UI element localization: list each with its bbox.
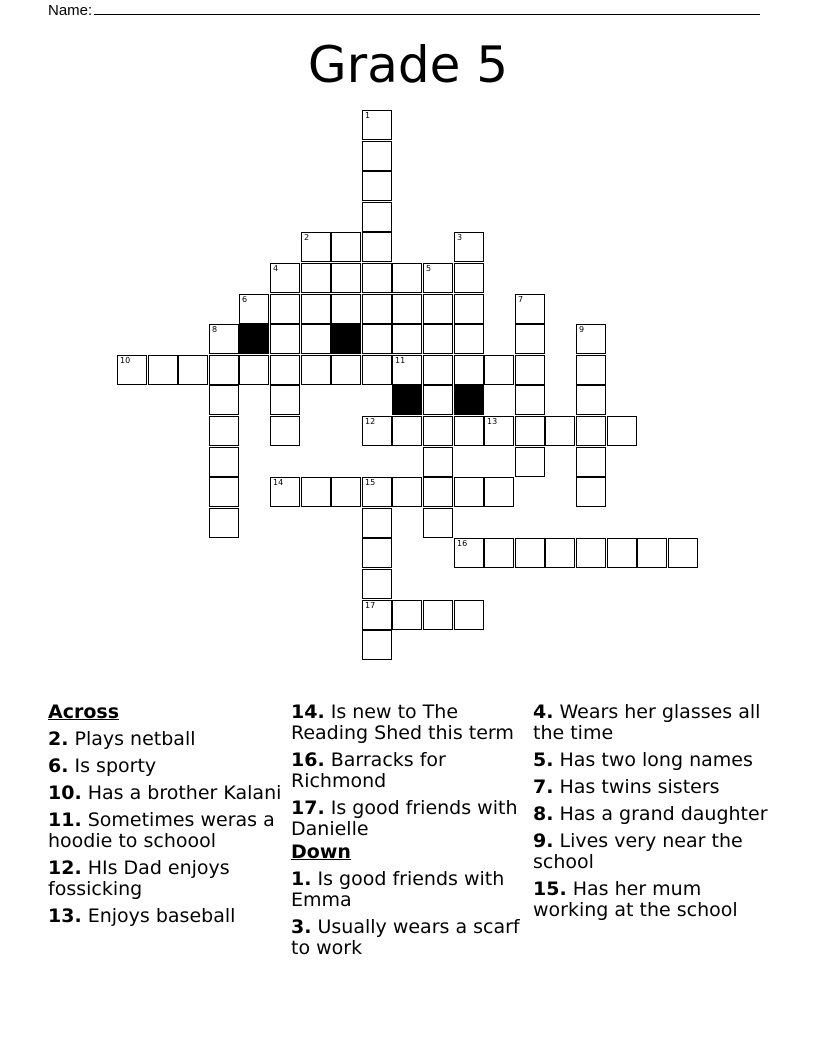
clue-item [48, 783, 293, 804]
clue-item-text: Wears her glasses all the time [533, 701, 761, 744]
grid-cell[interactable] [576, 385, 606, 415]
grid-cell[interactable] [423, 416, 453, 446]
clue-item-text: HIs Dad enjoys fossicking [48, 857, 230, 900]
grid-cell[interactable] [484, 538, 514, 568]
clue-column-1 [48, 702, 293, 927]
grid-cell[interactable] [209, 477, 239, 507]
grid-cell[interactable] [392, 416, 422, 446]
grid-cell[interactable] [331, 294, 361, 324]
black-cell [239, 324, 269, 354]
grid-cell[interactable] [515, 294, 545, 324]
clue-item [291, 750, 531, 792]
grid-cell[interactable] [484, 416, 514, 446]
clue-item-text: Has two long names [559, 749, 753, 771]
clue-number: 13 [487, 417, 498, 426]
grid-cell[interactable] [454, 416, 484, 446]
clue-item [291, 869, 531, 911]
clue-number: 7 [518, 295, 524, 304]
grid-cell[interactable] [454, 600, 484, 630]
clue-item-number: 9. [533, 830, 554, 852]
name-label: Name: [48, 2, 93, 19]
clue-item-number: 7. [533, 776, 554, 798]
grid-cell[interactable] [362, 171, 392, 201]
grid-cell[interactable] [331, 477, 361, 507]
clue-number: 2 [304, 233, 310, 242]
grid-cell[interactable] [454, 538, 484, 568]
grid-cell[interactable] [515, 324, 545, 354]
clue-item [48, 810, 293, 852]
grid-cell[interactable] [270, 324, 300, 354]
black-cell [392, 385, 422, 415]
grid-cell[interactable] [362, 232, 392, 262]
clue-item-number: 11. [48, 809, 82, 831]
clue-item-number: 5. [533, 749, 554, 771]
grid-cell[interactable] [209, 508, 239, 538]
grid-cell[interactable] [392, 477, 422, 507]
clue-item [48, 756, 293, 777]
grid-cell[interactable] [301, 355, 331, 385]
grid-cell[interactable] [607, 416, 637, 446]
grid-cell[interactable] [484, 477, 514, 507]
grid-cell[interactable] [362, 263, 392, 293]
clue-item-text: Has twins sisters [559, 776, 720, 798]
clue-item [291, 702, 531, 744]
grid-cell[interactable] [576, 416, 606, 446]
clue-number: 17 [365, 601, 376, 610]
grid-cell[interactable] [331, 263, 361, 293]
grid-cell[interactable] [668, 538, 698, 568]
clue-item-number: 2. [48, 728, 69, 750]
clue-number: 4 [273, 264, 279, 273]
clue-item-text: Has a brother Kalani [87, 782, 282, 804]
grid-cell[interactable] [362, 202, 392, 232]
grid-cell[interactable] [576, 324, 606, 354]
black-cell [331, 324, 361, 354]
clue-item-text: Has her mum working at the school [533, 878, 738, 921]
page-title: Grade 5 [307, 36, 509, 94]
clue-item [48, 858, 293, 900]
clue-item [533, 879, 773, 921]
grid-cell[interactable] [331, 355, 361, 385]
grid-cell[interactable] [423, 324, 453, 354]
clue-item [291, 917, 531, 959]
clue-item [533, 804, 773, 825]
clue-item [48, 906, 293, 927]
grid-cell[interactable] [362, 141, 392, 171]
grid-cell[interactable] [209, 355, 239, 385]
grid-cell[interactable] [117, 355, 147, 385]
clue-item-number: 3. [291, 916, 312, 938]
clue-item [533, 750, 773, 771]
black-cell [454, 385, 484, 415]
grid-cell[interactable] [515, 355, 545, 385]
grid-cell[interactable] [576, 447, 606, 477]
clue-item [533, 777, 773, 798]
grid-cell[interactable] [270, 355, 300, 385]
grid-cell[interactable] [423, 600, 453, 630]
grid-cell[interactable] [209, 324, 239, 354]
grid-cell[interactable] [239, 294, 269, 324]
grid-cell[interactable] [454, 263, 484, 293]
grid-cell[interactable] [454, 324, 484, 354]
grid-cell[interactable] [301, 263, 331, 293]
grid-cell[interactable] [209, 416, 239, 446]
grid-cell[interactable] [270, 263, 300, 293]
clue-number: 16 [457, 539, 468, 548]
clue-item [533, 702, 773, 744]
grid-cell[interactable] [362, 294, 392, 324]
grid-cell[interactable] [209, 447, 239, 477]
grid-cell[interactable] [423, 385, 453, 415]
grid-cell[interactable] [362, 110, 392, 140]
grid-cell[interactable] [270, 385, 300, 415]
grid-cell[interactable] [301, 232, 331, 262]
clue-item-number: 16. [291, 749, 325, 771]
grid-cell[interactable] [362, 508, 392, 538]
grid-cell[interactable] [423, 447, 453, 477]
clue-item-number: 17. [291, 797, 325, 819]
clue-item-number: 8. [533, 803, 554, 825]
grid-cell[interactable] [270, 477, 300, 507]
clue-item [533, 831, 773, 873]
clue-number: 3 [457, 233, 463, 242]
clue-number: 5 [426, 264, 432, 273]
grid-cell[interactable] [392, 263, 422, 293]
clue-number: 14 [273, 478, 284, 487]
clue-item-text: Plays netball [74, 728, 196, 750]
clue-item-text: Has a grand daughter [559, 803, 768, 825]
grid-cell[interactable] [515, 416, 545, 446]
clue-number: 1 [365, 111, 371, 120]
clue-item-text: Sometimes weras a hoodie to schoool [48, 809, 275, 852]
grid-cell[interactable] [515, 447, 545, 477]
clue-number: 12 [365, 417, 376, 426]
grid-cell[interactable] [392, 324, 422, 354]
clue-column-3 [533, 702, 773, 921]
grid-cell[interactable] [362, 538, 392, 568]
grid-cell[interactable] [362, 600, 392, 630]
clue-item-text: Barracks for Richmond [291, 749, 446, 792]
grid-cell[interactable] [392, 600, 422, 630]
grid-cell[interactable] [301, 324, 331, 354]
grid-cell[interactable] [362, 477, 392, 507]
grid-cell[interactable] [301, 477, 331, 507]
clue-heading: Across [48, 701, 120, 723]
grid-cell[interactable] [454, 355, 484, 385]
grid-cell[interactable] [392, 355, 422, 385]
clue-heading: Down [291, 841, 351, 863]
grid-cell[interactable] [362, 569, 392, 599]
grid-cell[interactable] [515, 538, 545, 568]
grid-cell[interactable] [362, 416, 392, 446]
grid-cell[interactable] [454, 477, 484, 507]
clue-number: 10 [120, 356, 131, 365]
clue-item-number: 12. [48, 857, 82, 879]
grid-cell[interactable] [148, 355, 178, 385]
clue-number: 15 [365, 478, 376, 487]
grid-cell[interactable] [362, 355, 392, 385]
grid-cell[interactable] [545, 538, 575, 568]
clue-item-text: Is sporty [74, 755, 157, 777]
clue-item-number: 13. [48, 905, 82, 927]
clue-item-number: 1. [291, 868, 312, 890]
clue-number: 9 [579, 325, 585, 334]
grid-cell[interactable] [576, 355, 606, 385]
grid-cell[interactable] [484, 355, 514, 385]
clue-item-text: Is good friends with Emma [291, 868, 505, 911]
clue-number: 11 [395, 356, 406, 365]
grid-cell[interactable] [423, 263, 453, 293]
clue-item-text: Usually wears a scarf to work [291, 916, 520, 959]
clue-item-text: Lives very near the school [533, 830, 743, 873]
clue-item [291, 798, 531, 840]
clue-item-text: Is good friends with Danielle [291, 797, 518, 840]
grid-cell[interactable] [239, 355, 269, 385]
grid-cell[interactable] [178, 355, 208, 385]
grid-cell[interactable] [637, 538, 667, 568]
clue-item-text: Is new to The Reading Shed this term [291, 701, 514, 744]
clue-item-number: 6. [48, 755, 69, 777]
grid-cell[interactable] [331, 232, 361, 262]
grid-cell[interactable] [423, 294, 453, 324]
grid-cell[interactable] [209, 385, 239, 415]
clue-column-2 [291, 702, 531, 959]
clue-item [48, 729, 293, 750]
grid-cell[interactable] [454, 294, 484, 324]
clue-item-number: 4. [533, 701, 554, 723]
clue-item-text: Enjoys baseball [87, 905, 236, 927]
grid-cell[interactable] [515, 385, 545, 415]
grid-cell[interactable] [392, 294, 422, 324]
grid-cell[interactable] [270, 416, 300, 446]
grid-cell[interactable] [545, 416, 575, 446]
grid-cell[interactable] [362, 630, 392, 660]
grid-cell[interactable] [362, 324, 392, 354]
clue-item-number: 14. [291, 701, 325, 723]
clue-number: 6 [242, 295, 248, 304]
grid-cell[interactable] [576, 538, 606, 568]
grid-cell[interactable] [454, 232, 484, 262]
grid-cell[interactable] [270, 294, 300, 324]
grid-cell[interactable] [423, 477, 453, 507]
grid-cell[interactable] [423, 508, 453, 538]
grid-cell[interactable] [423, 355, 453, 385]
grid-cell[interactable] [576, 477, 606, 507]
grid-cell[interactable] [301, 294, 331, 324]
clue-number: 8 [212, 325, 218, 334]
clue-item-number: 10. [48, 782, 82, 804]
clue-item-number: 15. [533, 878, 567, 900]
grid-cell[interactable] [607, 538, 637, 568]
